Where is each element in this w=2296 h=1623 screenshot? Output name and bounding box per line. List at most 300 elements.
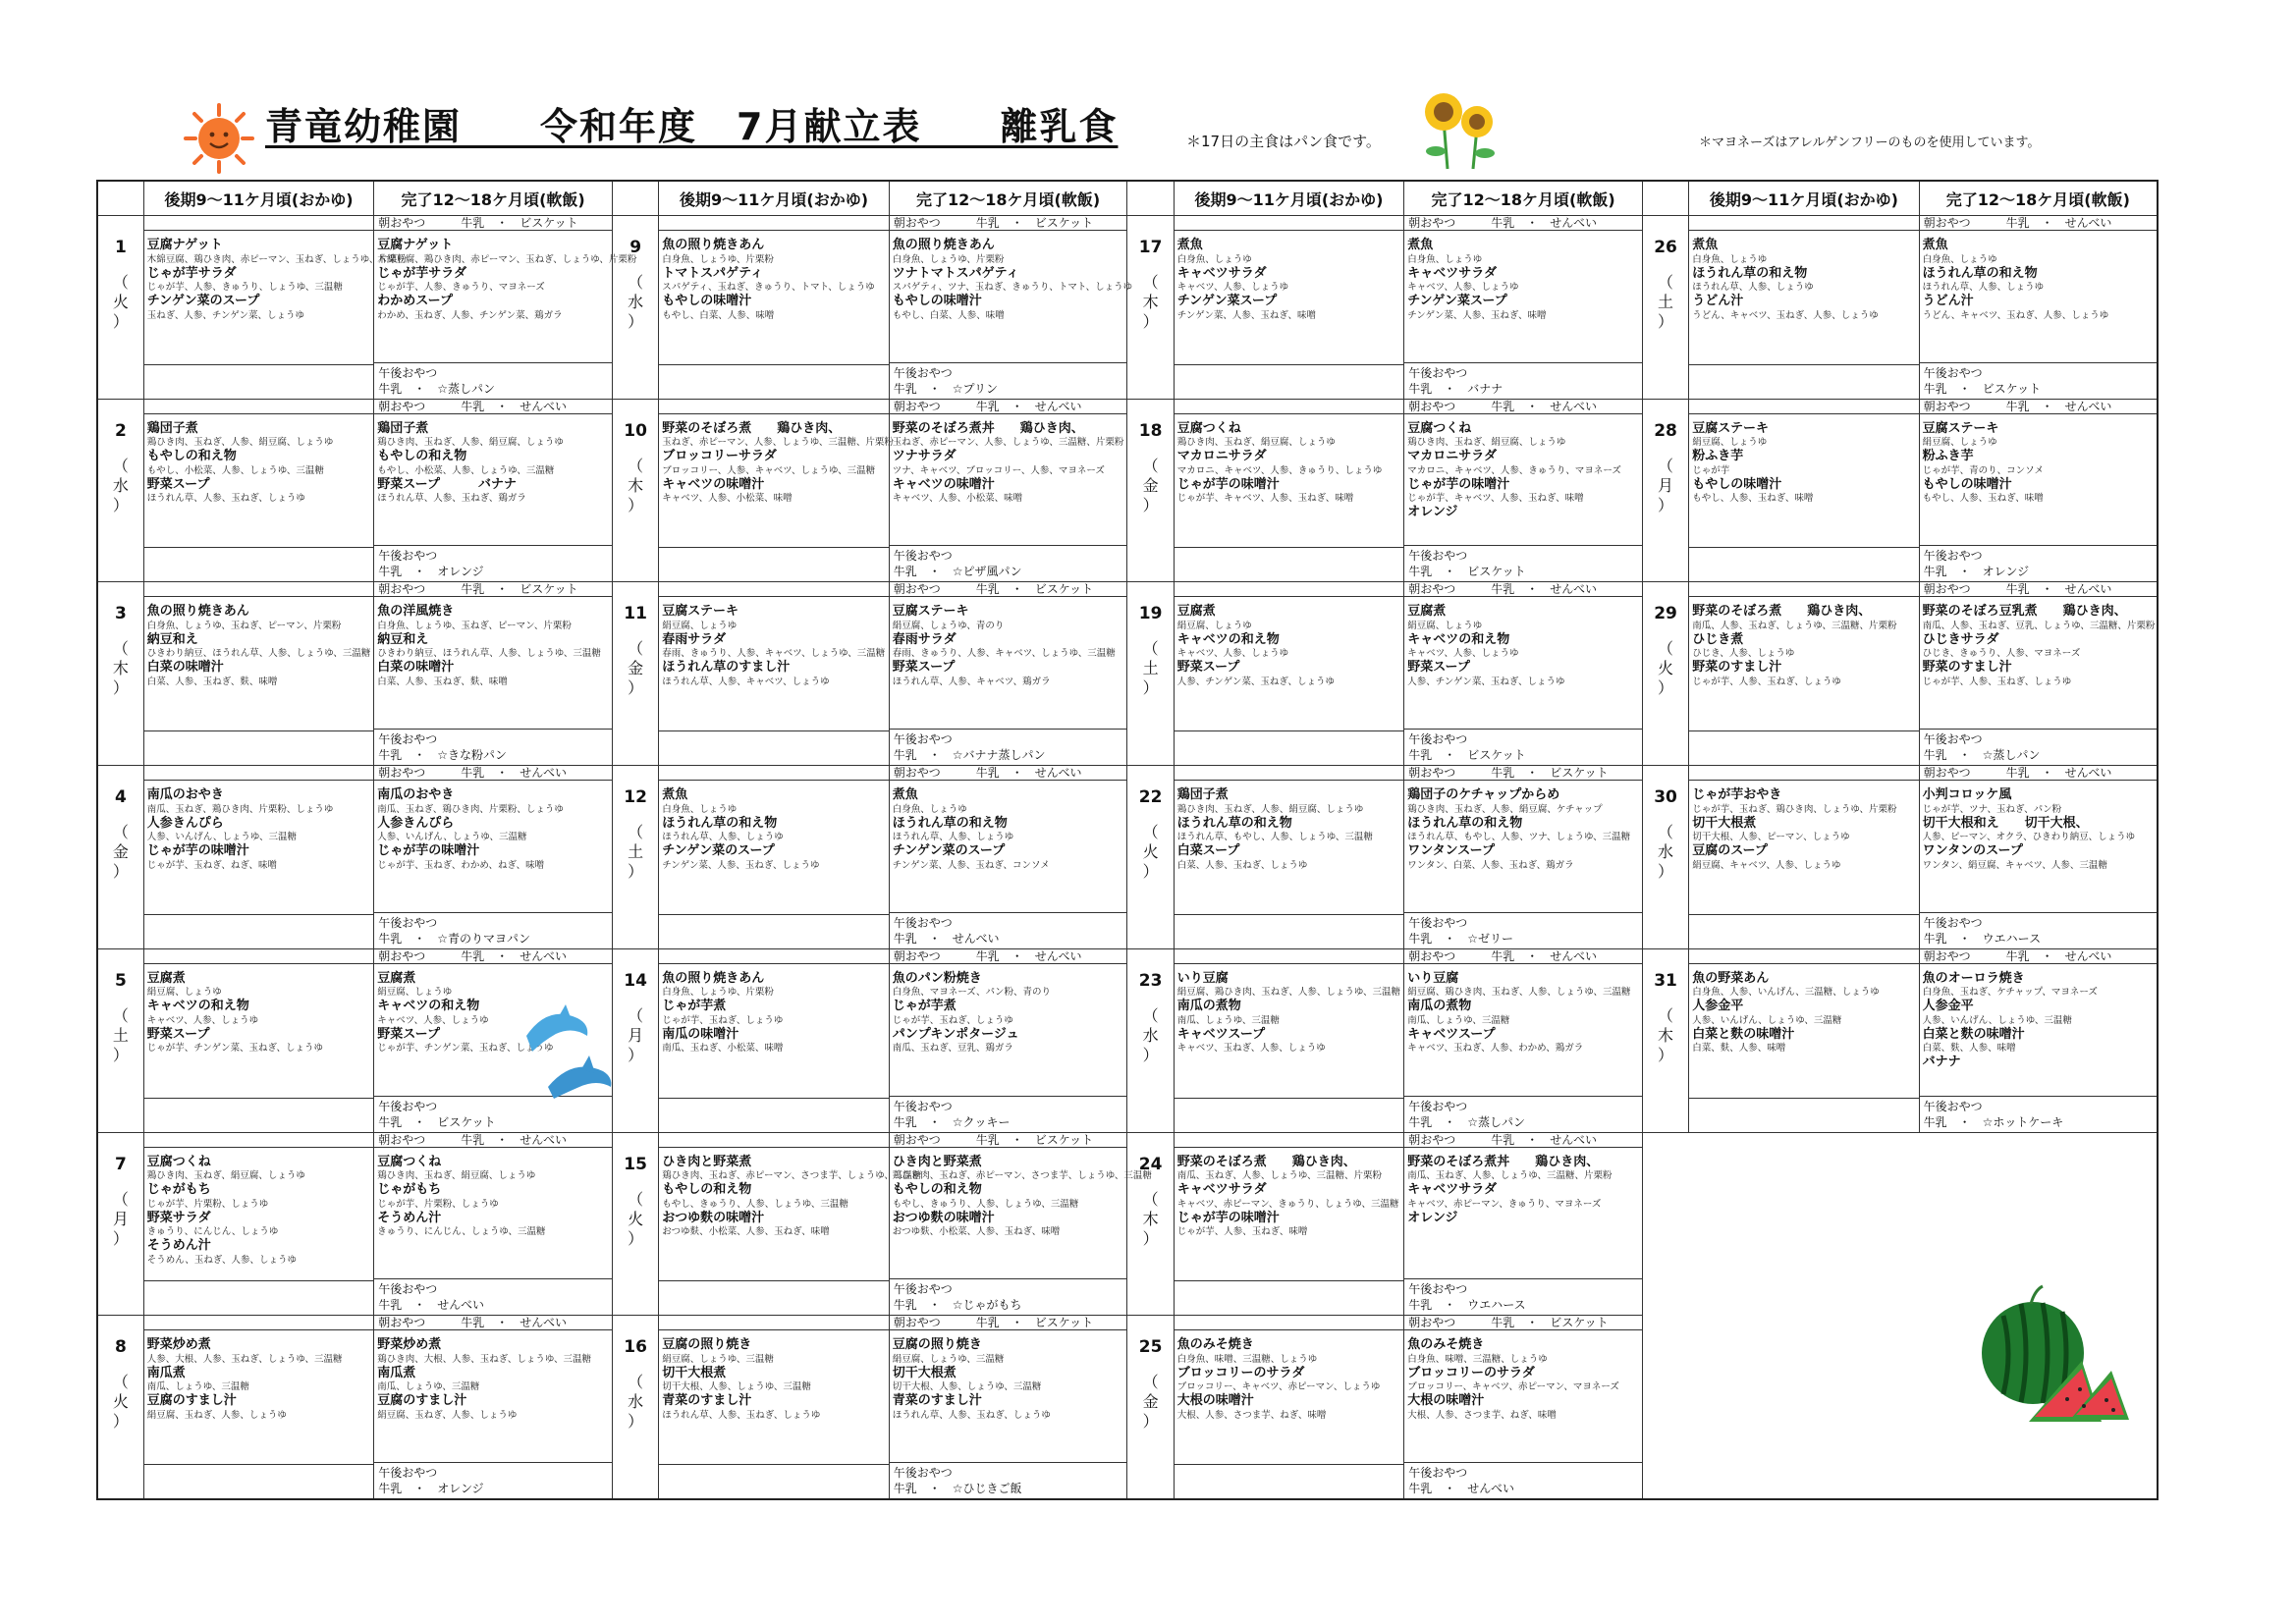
morning-snack: 朝おやつ 牛乳 ・ せんべい — [890, 766, 1127, 781]
dish-list — [1920, 781, 2157, 904]
weekday-char: ） — [1142, 678, 1159, 698]
dish-name: ほうれん草の和え物 — [892, 815, 1008, 831]
morning-snack — [144, 216, 373, 231]
day-cell — [1127, 582, 1174, 766]
dish-name: ブロッコリーサラダ — [662, 449, 777, 464]
dish-list — [1920, 414, 2157, 538]
day-number: 23 — [1138, 970, 1163, 991]
dish-name: 豆腐煮 — [146, 970, 186, 986]
dish-ingredients: 切干大根、人参、しょうゆ、三温糖 — [892, 1381, 1042, 1393]
day-number: 11 — [624, 604, 647, 624]
morning-snack — [144, 949, 373, 964]
dish-list — [659, 414, 894, 538]
late-stage-menu — [1174, 216, 1403, 400]
weekday-char: 火 — [628, 1209, 644, 1228]
dish-ingredients: ツナ、キャベツ、ブロッコリー、人参、マヨネーズ — [892, 464, 1105, 476]
weekday-label — [1643, 273, 1688, 332]
dish-ingredients: じゃが芋、玉ねぎ、鶏ひき肉、しょうゆ、片栗粉 — [1692, 803, 1897, 815]
weekday-char: （ — [628, 1373, 644, 1392]
dish-list — [1404, 414, 1642, 538]
weekday-char: （ — [112, 456, 129, 475]
day-number: 25 — [1138, 1337, 1163, 1358]
dish-name: 野菜スープ — [146, 1026, 210, 1042]
weekday-char: ） — [112, 495, 129, 514]
afternoon-snack-blank — [1175, 1280, 1403, 1315]
weekday-char: （ — [112, 1189, 129, 1209]
morning-snack: 朝おやつ 牛乳 ・ せんべい — [374, 400, 612, 414]
morning-snack — [1175, 766, 1403, 781]
weekday-char: ） — [112, 862, 129, 882]
dish-ingredients: うどん、キャベツ、玉ねぎ、人参、しょうゆ — [1922, 309, 2109, 321]
day-cell — [97, 1132, 143, 1316]
weekday-char: ） — [1142, 1412, 1159, 1432]
dish-ingredients: 鶏ひき肉、玉ねぎ、絹豆腐、しょうゆ — [146, 1170, 305, 1182]
header-complete-stage: 完了12～18ケ月頃(軟飯) — [374, 181, 613, 216]
dish-ingredients: 白身魚、しょうゆ、片栗粉 — [662, 987, 774, 999]
weekday-char: 月 — [1658, 475, 1674, 495]
dish-name: もやしの味噌汁 — [662, 294, 752, 308]
dish-ingredients: じゃが芋、玉ねぎ、しょうゆ — [892, 1014, 1013, 1026]
dish-name: 納豆和え — [146, 631, 198, 647]
dish-name: 魚の照り焼きあん — [662, 970, 765, 986]
dish-ingredients: 白身魚、しょうゆ — [1692, 253, 1768, 265]
complete-stage-menu — [1404, 399, 1643, 582]
dish-name: じゃが芋サラダ — [146, 265, 237, 281]
dish-ingredients: もやし、きゅうり、人参、しょうゆ、三温糖 — [662, 1198, 848, 1210]
dish-name: 野菜のすまし汁 — [1922, 660, 2012, 676]
dish-ingredients: もやし、小松菜、人参、しょうゆ、三温糖 — [146, 464, 324, 476]
dish-name: 豆腐つくね — [377, 1154, 442, 1169]
weekday-label — [98, 1373, 143, 1432]
dish-list — [1175, 1330, 1403, 1454]
afternoon-snack-blank — [1689, 914, 1918, 948]
dish-list — [890, 231, 1133, 354]
morning-snack: 朝おやつ 牛乳 ・ ビスケット — [1404, 766, 1642, 781]
day-number: 19 — [1138, 604, 1163, 624]
dish-name: チンゲン菜スープ — [1176, 294, 1278, 308]
afternoon-snack-blank — [144, 914, 373, 948]
morning-snack — [659, 582, 888, 597]
afternoon-snack-blank — [1175, 730, 1403, 765]
weekday-char: 金 — [628, 659, 644, 678]
weekday-label — [98, 1190, 143, 1249]
weekday-label — [1127, 639, 1173, 698]
dish-list — [1404, 1330, 1642, 1454]
dish-ingredients: 絹豆腐、しょうゆ、青のり — [892, 620, 1005, 631]
afternoon-snack: 午後おやつ 牛乳 ・ ☆ひじきご飯 — [890, 1462, 1127, 1498]
dish-name: 人参きんぴら — [146, 815, 224, 831]
morning-snack: 朝おやつ 牛乳 ・ せんべい — [374, 1133, 612, 1148]
dish-name: 南瓜の煮物 — [1176, 999, 1241, 1014]
weekday-char: 水 — [1658, 842, 1674, 862]
dish-list — [1404, 1148, 1642, 1271]
afternoon-snack: 午後おやつ 牛乳 ・ オレンジ — [374, 1462, 612, 1498]
dish-name: 煮魚 — [892, 787, 918, 803]
dish-ingredients: 白身魚、しょうゆ、玉ねぎ、ピーマン、片栗粉 — [377, 620, 572, 631]
dish-name: じゃが芋の味噌汁 — [1176, 476, 1280, 492]
complete-stage-menu — [374, 582, 613, 766]
dish-name: キャベツサラダ — [1176, 265, 1267, 281]
weekday-char: （ — [1142, 1189, 1159, 1209]
dish-ingredients: ほうれん草、人参、しょうゆ — [892, 832, 1014, 843]
afternoon-snack-blank — [1689, 364, 1918, 399]
dish-list — [144, 231, 407, 354]
dish-ingredients: 絹豆腐、しょうゆ — [1407, 620, 1483, 631]
dish-name: 野菜スープ — [1407, 660, 1470, 676]
weekday-char: （ — [628, 1189, 644, 1209]
header-blank — [612, 181, 658, 216]
dish-name: いり豆腐 — [1176, 970, 1229, 986]
header-complete-stage: 完了12～18ケ月頃(軟飯) — [1404, 181, 1643, 216]
dish-ingredients: もやし、人参、玉ねぎ、味噌 — [1692, 493, 1814, 505]
dish-name: キャベツの和え物 — [377, 999, 480, 1014]
dish-ingredients: キャベツ、人参、小松菜、味噌 — [892, 493, 1023, 505]
afternoon-snack-blank — [1175, 547, 1403, 581]
weekday-char: （ — [628, 823, 644, 842]
dish-name: じゃが芋の味噌汁 — [1407, 476, 1510, 492]
dish-ingredients: チンゲン菜、人参、玉ねぎ、しょうゆ — [662, 859, 820, 871]
dish-ingredients: キャベツ、赤ピーマン、きゅうり、マヨネーズ — [1407, 1198, 1602, 1210]
weekday-char: 水 — [1142, 1025, 1159, 1045]
day-number: 17 — [1138, 238, 1163, 257]
morning-snack — [1689, 400, 1918, 414]
afternoon-snack: 午後おやつ 牛乳 ・ ☆ピザ風パン — [890, 545, 1127, 581]
weekday-char: （ — [112, 1373, 129, 1392]
dish-name: 野菜のそぼろ煮丼 鶏ひき肉、 — [1407, 1154, 1600, 1169]
dish-name: 豆腐ステーキ — [662, 604, 739, 620]
dish-ingredients: キャベツ、人参、小松菜、味噌 — [662, 493, 793, 505]
dish-name: キャベツの味噌汁 — [662, 476, 765, 492]
morning-snack: 朝おやつ 牛乳 ・ せんべい — [890, 949, 1127, 964]
dish-ingredients: もやし、白菜、人参、味噌 — [892, 309, 1005, 321]
dish-ingredients: もやし、白菜、人参、味噌 — [662, 309, 775, 321]
dish-ingredients: じゃが芋、ツナ、玉ねぎ、パン粉 — [1922, 803, 2062, 815]
dish-ingredients: ほうれん草、人参、しょうゆ — [662, 832, 784, 843]
dish-name: 魚の洋風焼き — [377, 604, 455, 620]
dish-ingredients: 白身魚、味噌、三温糖、しょうゆ — [1407, 1353, 1548, 1365]
dish-list — [1404, 597, 1642, 721]
weekday-label — [1643, 639, 1688, 698]
late-stage-menu — [659, 1132, 922, 1316]
morning-snack: 朝おやつ 牛乳 ・ ビスケット — [374, 216, 612, 231]
dish-list — [1689, 781, 1918, 904]
dish-name: パンプキンポタージュ — [892, 1026, 1019, 1042]
dish-name: 魚のパン粉焼き — [892, 970, 982, 986]
morning-snack — [659, 766, 888, 781]
dish-ingredients: 南瓜、しょうゆ、三温糖 — [146, 1381, 249, 1393]
dish-name: 白菜の味噌汁 — [146, 660, 224, 676]
complete-stage-menu — [1919, 399, 2158, 582]
dish-list — [374, 1330, 612, 1454]
dish-name: キャベツの和え物 — [1176, 631, 1280, 647]
dish-list — [1689, 414, 1918, 538]
weekday-char: 水 — [112, 475, 129, 495]
dish-ingredients: じゃが芋、人参、きゅうり、マヨネーズ — [377, 282, 545, 293]
day-cell — [97, 766, 143, 949]
weekday-char: ） — [628, 1228, 644, 1248]
dish-list — [659, 781, 888, 904]
weekday-char: ） — [1658, 862, 1674, 882]
afternoon-snack: 午後おやつ 牛乳 ・ ☆蒸しパン — [374, 362, 612, 399]
morning-snack — [1689, 216, 1918, 231]
dish-name: 豆腐ナゲット — [146, 238, 223, 252]
dish-name: オレンジ — [1407, 505, 1458, 520]
morning-snack — [144, 400, 373, 414]
dish-ingredients: キャベツ、人参、しょうゆ — [1176, 648, 1289, 660]
dish-name: 人参きんぴら — [377, 815, 455, 831]
dish-ingredients: 鶏ひき肉、玉ねぎ、赤ピーマン、さつま芋、しょうゆ、三温糖 — [892, 1170, 1152, 1182]
dish-name: おつゆ麩の味噌汁 — [892, 1210, 995, 1225]
dish-ingredients: 人参、いんげん、しょうゆ、三温糖 — [1692, 1014, 1842, 1026]
dish-ingredients: 白身魚、しょうゆ、片栗粉 — [662, 253, 774, 265]
weekday-label — [98, 273, 143, 332]
dish-ingredients: 白身魚、人参、いんげん、三温糖、しょうゆ — [1692, 987, 1880, 999]
dish-list — [144, 597, 373, 721]
day-number: 5 — [114, 970, 127, 991]
dish-name: ワンタンのスープ — [1922, 843, 2023, 859]
afternoon-snack: 午後おやつ 牛乳 ・ ☆きな粉パン — [374, 729, 612, 765]
dish-name: おつゆ麩の味噌汁 — [662, 1210, 765, 1225]
dish-ingredients: 人参、チンゲン菜、玉ねぎ、しょうゆ — [1407, 676, 1565, 687]
dish-name: 豆腐ステーキ — [892, 604, 969, 620]
day-number: 12 — [624, 787, 647, 808]
weekday-char: ） — [628, 312, 644, 331]
dish-name: 南瓜の味噌汁 — [662, 1026, 739, 1042]
afternoon-snack: 午後おやつ 牛乳 ・ ☆ホットケーキ — [1920, 1096, 2157, 1132]
late-stage-menu — [1689, 582, 1919, 766]
weekday-char: ） — [628, 678, 644, 698]
weekday-char: （ — [628, 273, 644, 292]
dish-name: キャベツサラダ — [1407, 265, 1498, 281]
dish-name: キャベツサラダ — [1407, 1182, 1498, 1198]
dish-ingredients: 絹豆腐、鶏ひき肉、玉ねぎ、人参、しょうゆ、三温糖 — [1407, 987, 1631, 999]
dish-name: 野菜サラダ — [146, 1210, 211, 1225]
weekday-label — [1643, 1006, 1688, 1065]
dish-list — [1689, 231, 1918, 354]
afternoon-snack: 午後おやつ 牛乳 ・ ☆バナナ蒸しパン — [890, 729, 1127, 765]
weekday-char: （ — [1658, 639, 1674, 659]
weekday-char: ） — [1658, 678, 1674, 698]
dish-list — [659, 1148, 922, 1271]
dish-name: 野菜スープ — [892, 660, 956, 676]
dish-ingredients: 白身魚、しょうゆ — [1176, 253, 1252, 265]
afternoon-snack: 午後おやつ 牛乳 ・ オレンジ — [1920, 545, 2157, 581]
dish-ingredients: 大根、人参、さつま芋、ねぎ、味噌 — [1407, 1409, 1557, 1421]
complete-stage-menu — [1404, 766, 1643, 949]
weekday-char: 土 — [1658, 293, 1674, 311]
weekday-char: ） — [1658, 312, 1674, 331]
dish-name: 煮魚 — [1407, 238, 1434, 252]
week-row — [97, 766, 2158, 949]
dish-name: じゃが芋サラダ — [377, 265, 467, 281]
dish-list — [1920, 597, 2157, 721]
dish-ingredients: 白身魚、玉ねぎ、ケチャップ、マヨネーズ — [1922, 987, 2098, 999]
dish-name: 大根の味噌汁 — [1176, 1393, 1254, 1409]
day-cell — [1642, 766, 1688, 949]
afternoon-snack-blank — [144, 1098, 373, 1132]
morning-snack — [1689, 766, 1918, 781]
weekday-char: （ — [1142, 639, 1159, 659]
dish-name: チンゲン菜のスープ — [892, 843, 1006, 859]
dish-ingredients: 玉ねぎ、赤ピーマン、人参、しょうゆ、三温糖、片栗粉 — [892, 437, 1124, 449]
menu-table — [96, 180, 2159, 1500]
dish-name: もやしの和え物 — [892, 1182, 982, 1198]
weekday-char: ） — [1658, 495, 1674, 514]
day-cell — [97, 1316, 143, 1499]
late-stage-menu — [659, 766, 889, 949]
dish-ingredients: 南瓜、しょうゆ、三温糖 — [1176, 1014, 1280, 1026]
complete-stage-menu — [889, 766, 1127, 949]
dish-name: ほうれん草の和え物 — [662, 815, 778, 831]
weekday-char: ） — [112, 1045, 129, 1064]
dish-name: 野菜のそぼろ煮 鶏ひき肉、 — [1692, 604, 1872, 620]
dish-ingredients: ブロッコリー、キャベツ、赤ピーマン、しょうゆ — [1176, 1381, 1381, 1393]
day-cell — [1642, 948, 1688, 1132]
dish-name: トマトスパゲティ — [662, 265, 764, 281]
morning-snack — [1175, 949, 1403, 964]
dish-list — [144, 1330, 373, 1454]
day-number: 7 — [114, 1154, 127, 1174]
dish-name: キャベツスープ — [1176, 1026, 1266, 1042]
dish-name: 野菜スープ バナナ — [377, 476, 517, 492]
day-cell — [97, 399, 143, 582]
week-row — [97, 399, 2158, 582]
dish-list — [1689, 597, 1918, 721]
day-number: 31 — [1654, 970, 1677, 991]
dish-ingredients: じゃが芋、片栗粉、しょうゆ — [146, 1198, 269, 1210]
weekday-label — [98, 457, 143, 515]
dish-list — [374, 1148, 612, 1271]
dish-ingredients: もやし、小松菜、人参、しょうゆ、三温糖 — [377, 464, 555, 476]
complete-stage-menu — [889, 216, 1133, 400]
weekday-char: （ — [112, 1005, 129, 1025]
dish-name: じゃがもち — [146, 1182, 211, 1198]
dish-name: キャベツの味噌汁 — [892, 476, 995, 492]
weekday-char: 火 — [112, 293, 129, 311]
morning-snack: 朝おやつ 牛乳 ・ せんべい — [1404, 400, 1642, 414]
day-cell — [1127, 216, 1174, 400]
dish-name: 魚の照り焼きあん — [662, 238, 765, 252]
dish-ingredients: 絹豆腐、玉ねぎ、人参、しょうゆ — [146, 1409, 287, 1421]
dish-name: チンゲン菜のスープ — [146, 294, 260, 308]
morning-snack — [659, 949, 888, 964]
dish-name: 魚の照り焼きあん — [146, 604, 249, 620]
complete-stage-menu — [1404, 582, 1643, 766]
morning-snack: 朝おやつ 牛乳 ・ ビスケット — [1404, 1316, 1642, 1330]
morning-snack — [659, 400, 888, 414]
day-number: 9 — [629, 238, 642, 257]
dish-ingredients: マカロニ、キャベツ、人参、きゅうり、マヨネーズ — [1407, 464, 1621, 476]
weekday-label — [613, 273, 658, 332]
late-stage-menu — [143, 1316, 373, 1499]
dish-name: 野菜のそぼろ煮丼 鶏ひき肉、 — [892, 420, 1084, 436]
weekday-label — [1127, 823, 1173, 882]
weekday-label — [613, 1006, 658, 1065]
late-stage-menu — [143, 582, 373, 766]
complete-stage-menu — [374, 216, 637, 400]
weekday-char: 水 — [628, 293, 644, 311]
afternoon-snack-blank — [659, 1464, 888, 1498]
dish-ingredients: 玉ねぎ、人参、チンゲン菜、しょうゆ — [146, 309, 305, 321]
dish-ingredients: ほうれん草、人参、玉ねぎ、鶏ガラ — [377, 493, 526, 505]
weekday-char: ） — [1142, 862, 1159, 882]
dish-name: 野菜のそぼろ煮 鶏ひき肉、 — [662, 420, 842, 436]
dish-name: じゃが芋の味噌汁 — [146, 843, 249, 859]
dish-ingredients: 南瓜、玉ねぎ、小松菜、味噌 — [662, 1043, 784, 1055]
late-stage-menu — [1174, 948, 1403, 1132]
dish-ingredients: 鶏ひき肉、玉ねぎ、人参、絹豆腐、しょうゆ — [377, 437, 564, 449]
complete-stage-menu — [374, 1132, 613, 1316]
weekday-label — [1127, 1190, 1173, 1249]
weekday-label — [1127, 1373, 1173, 1432]
dish-name: 白菜スープ — [1176, 843, 1240, 859]
dish-name: ブロッコリーのサラダ — [1176, 1365, 1305, 1380]
dish-ingredients: チンゲン菜、人参、玉ねぎ、味噌 — [1407, 309, 1547, 321]
morning-snack — [1175, 216, 1403, 231]
afternoon-snack-blank — [659, 730, 888, 765]
dish-name: 豆腐ステーキ — [1692, 420, 1769, 436]
dish-name: そうめん汁 — [146, 1238, 211, 1254]
dish-name: ブロッコリーのサラダ — [1407, 1365, 1535, 1380]
dish-ingredients: 白菜、麩、人参、味噌 — [1692, 1043, 1786, 1055]
weekday-label — [1643, 823, 1688, 882]
dish-list — [1404, 231, 1642, 354]
bread-note: ＊17日の主食はパン食です。 — [1186, 133, 1381, 150]
day-number: 8 — [114, 1337, 127, 1358]
dish-ingredients: 絹豆腐、しょうゆ — [1176, 620, 1252, 631]
dish-ingredients: 白身魚、味噌、三温糖、しょうゆ — [1176, 1353, 1318, 1365]
morning-snack: 朝おやつ 牛乳 ・ せんべい — [890, 400, 1127, 414]
header-complete-stage: 完了12～18ケ月頃(軟飯) — [889, 181, 1127, 216]
dish-name: ひじきサラダ — [1922, 631, 1999, 647]
late-stage-menu — [1689, 399, 1919, 582]
weekday-char: （ — [112, 639, 129, 659]
dish-list — [890, 781, 1127, 904]
afternoon-snack: 午後おやつ 牛乳 ・ せんべい — [1404, 1462, 1642, 1498]
dish-name: 白菜の味噌汁 — [377, 660, 455, 676]
dolphin-icon — [519, 997, 617, 1103]
day-cell — [612, 1316, 658, 1499]
afternoon-snack: 午後おやつ 牛乳 ・ せんべい — [374, 1278, 612, 1315]
weekday-char: 土 — [112, 1025, 129, 1045]
late-stage-menu — [659, 399, 894, 582]
afternoon-snack: 午後おやつ 牛乳 ・ ウエハース — [1404, 1278, 1642, 1315]
dish-ingredients: じゃが芋、青のり、コンソメ — [1922, 464, 2044, 476]
dish-ingredients: キャベツ、人参、しょうゆ — [377, 1014, 489, 1026]
dish-name: 野菜炒め煮 — [377, 1337, 442, 1353]
morning-snack: 朝おやつ 牛乳 ・ せんべい — [1404, 1133, 1642, 1148]
dish-ingredients: もやし、きゅうり、人参、しょうゆ、三温糖 — [892, 1198, 1079, 1210]
afternoon-snack-blank — [659, 914, 888, 948]
dish-list — [1689, 964, 1918, 1088]
complete-stage-menu — [1404, 1132, 1643, 1316]
dish-ingredients: ワンタン、白菜、人参、玉ねぎ、鶏ガラ — [1407, 859, 1574, 871]
dish-ingredients: 白菜、人参、玉ねぎ、しょうゆ — [1176, 859, 1308, 871]
dish-list — [1175, 414, 1403, 538]
dish-ingredients: 鶏ひき肉、玉ねぎ、人参、絹豆腐、しょうゆ — [1176, 803, 1364, 815]
dish-name: いり豆腐 — [1407, 970, 1459, 986]
late-stage-menu — [1174, 1316, 1403, 1499]
dish-ingredients: 大根、人参、さつま芋、ねぎ、味噌 — [1176, 1409, 1327, 1421]
afternoon-snack: 午後おやつ 牛乳 ・ ☆じゃがもち — [890, 1278, 1127, 1315]
dish-list — [144, 964, 373, 1088]
dish-ingredients: うどん、キャベツ、玉ねぎ、人参、しょうゆ — [1692, 309, 1879, 321]
dish-name: じゃが芋煮 — [892, 999, 957, 1014]
dish-ingredients: チンゲン菜、人参、玉ねぎ、味噌 — [1176, 309, 1316, 321]
weekday-char: 火 — [112, 1392, 129, 1412]
dish-ingredients: じゃが芋 — [1692, 464, 1730, 476]
weekday-char: ） — [1142, 1045, 1159, 1064]
